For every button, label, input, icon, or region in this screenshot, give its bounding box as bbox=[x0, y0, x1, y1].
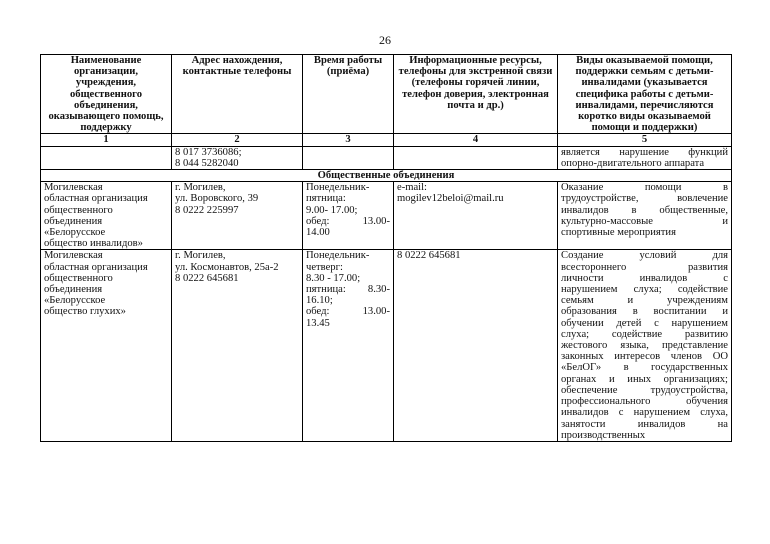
help-line: обеспечение трудоустройства, bbox=[561, 384, 728, 396]
name-line: общественного bbox=[44, 272, 113, 284]
phone-line: 8 017 3736086; bbox=[175, 146, 242, 158]
table-row bbox=[41, 250, 732, 441]
name-line: объединения bbox=[44, 284, 103, 296]
help-line: профессионального обучения bbox=[561, 396, 728, 408]
help-line: культурно-массовые и bbox=[561, 215, 728, 227]
help-line: нарушением слуха; содействие bbox=[561, 284, 728, 296]
header-help-types: Виды оказываемой помощи, поддержки семьям с детьми-инвалидами (указывается специфика работы с детьми-инвалидами, перечисляются коротко виды оказываемой помощи и поддержки) bbox=[558, 55, 732, 134]
email-label: e-mail: bbox=[397, 182, 428, 194]
hours-line: 16.10; bbox=[306, 295, 333, 307]
table-row bbox=[41, 182, 732, 250]
phone-line: 8 044 5282040 bbox=[175, 157, 239, 169]
help-line: опорно-двигательного аппарата bbox=[561, 157, 705, 169]
header-info-resources: Информационные ресурсы, телефоны для экстренной связи (телефоны горячей линии, телефон доверия, электронная почта и др.) bbox=[394, 55, 558, 134]
info-cell bbox=[394, 250, 558, 441]
name-line: «Белорусское bbox=[44, 227, 106, 239]
header-organization: Наименование организации, учреждения, общественного объединения, оказывающего помощь, поддержку bbox=[41, 55, 172, 134]
section-row bbox=[41, 170, 732, 182]
column-number: 4 bbox=[394, 134, 558, 146]
help-line: слуха; содействие развитию bbox=[561, 328, 728, 340]
email-address: mogilev12beloi@mail.ru bbox=[397, 193, 504, 205]
address-line: ул. Воровского, 39 bbox=[175, 193, 259, 205]
hours-line: пятница: bbox=[306, 193, 346, 205]
help-line: образования в воспитании и bbox=[561, 306, 728, 318]
header-hours: Время работы (приёма) bbox=[303, 55, 394, 134]
help-line: «БелОГ» в государственных bbox=[561, 362, 728, 374]
help-line: органах и иных организациях; bbox=[561, 373, 728, 385]
help-line: Создание условий для bbox=[561, 250, 728, 262]
continuation-phones-cell bbox=[172, 146, 303, 169]
hours-cell bbox=[303, 182, 394, 250]
organization-name-cell bbox=[41, 250, 172, 441]
hours-line: 14.00 bbox=[306, 227, 330, 239]
hours-line: Понедельник- bbox=[306, 182, 370, 194]
help-line: трудоустройстве, вовлечение bbox=[561, 193, 728, 205]
help-line: законных интересов членов ОО bbox=[561, 351, 728, 363]
address-cell bbox=[172, 250, 303, 441]
column-number: 3 bbox=[303, 134, 394, 146]
address-line: 8 0222 225997 bbox=[175, 204, 239, 216]
continuation-row bbox=[41, 146, 732, 169]
continuation-name-cell bbox=[41, 146, 172, 169]
continuation-help-cell bbox=[558, 146, 732, 169]
help-line: производственных bbox=[561, 429, 646, 441]
name-line: «Белорусское bbox=[44, 295, 106, 307]
name-line: Могилевская bbox=[44, 182, 103, 194]
hours-line: обед: 13.00- bbox=[306, 306, 390, 318]
continuation-hours-cell bbox=[303, 146, 394, 169]
address-line: г. Могилев, bbox=[175, 182, 226, 194]
continuation-info-cell bbox=[394, 146, 558, 169]
help-cell bbox=[558, 250, 732, 441]
hours-line: четверг: bbox=[306, 261, 343, 273]
help-line: жестового языка, представление bbox=[561, 340, 728, 352]
column-number: 1 bbox=[41, 134, 172, 146]
address-line: 8 0222 645681 bbox=[175, 272, 239, 284]
address-cell bbox=[172, 182, 303, 250]
section-title: Общественные объединения bbox=[41, 170, 732, 182]
help-line: является нарушение функций bbox=[561, 146, 728, 158]
address-line: ул. Космонавтов, 25а-2 bbox=[175, 261, 279, 273]
help-line: личности инвалидов с bbox=[561, 272, 728, 284]
name-line: областная организация bbox=[44, 193, 148, 205]
organization-name-cell bbox=[41, 182, 172, 250]
table-header-row bbox=[41, 55, 732, 134]
info-cell bbox=[394, 182, 558, 250]
name-line: общество глухих» bbox=[44, 306, 126, 318]
phone-line: 8 0222 645681 bbox=[397, 250, 461, 262]
help-line: спортивные мероприятия bbox=[561, 227, 676, 239]
hours-cell bbox=[303, 250, 394, 441]
hours-line: Понедельник- bbox=[306, 250, 370, 262]
page-number: 26 bbox=[379, 33, 391, 47]
name-line: объединения bbox=[44, 215, 103, 227]
name-line: общественного bbox=[44, 204, 113, 216]
name-line: областная организация bbox=[44, 261, 148, 273]
name-line: общество инвалидов» bbox=[44, 238, 143, 250]
help-line: инвалидов с нарушением слуха, bbox=[561, 407, 728, 419]
column-numbers-row bbox=[41, 134, 732, 146]
name-line: Могилевская bbox=[44, 250, 103, 262]
hours-line: пятница: 8.30- bbox=[306, 284, 390, 296]
hours-line: обед: 13.00- bbox=[306, 215, 390, 227]
help-line: занятости инвалидов на bbox=[561, 418, 728, 430]
hours-line: 8.30 - 17.00; bbox=[306, 272, 361, 284]
help-line: инвалидов в общественные, bbox=[561, 204, 728, 216]
help-line: всестороннего развития bbox=[561, 261, 728, 273]
hours-line: 9.00- 17.00; bbox=[306, 204, 358, 216]
help-cell bbox=[558, 182, 732, 250]
help-line: Оказание помощи в bbox=[561, 182, 728, 194]
column-number: 5 bbox=[558, 134, 732, 146]
hours-line: 13.45 bbox=[306, 317, 330, 329]
address-line: г. Могилев, bbox=[175, 250, 226, 262]
help-line: семьям и учреждениям bbox=[561, 295, 728, 307]
column-number: 2 bbox=[172, 134, 303, 146]
header-address: Адрес нахождения, контактные телефоны bbox=[172, 55, 303, 134]
organizations-table bbox=[40, 54, 732, 442]
help-line: обучении детей с нарушением bbox=[561, 317, 728, 329]
